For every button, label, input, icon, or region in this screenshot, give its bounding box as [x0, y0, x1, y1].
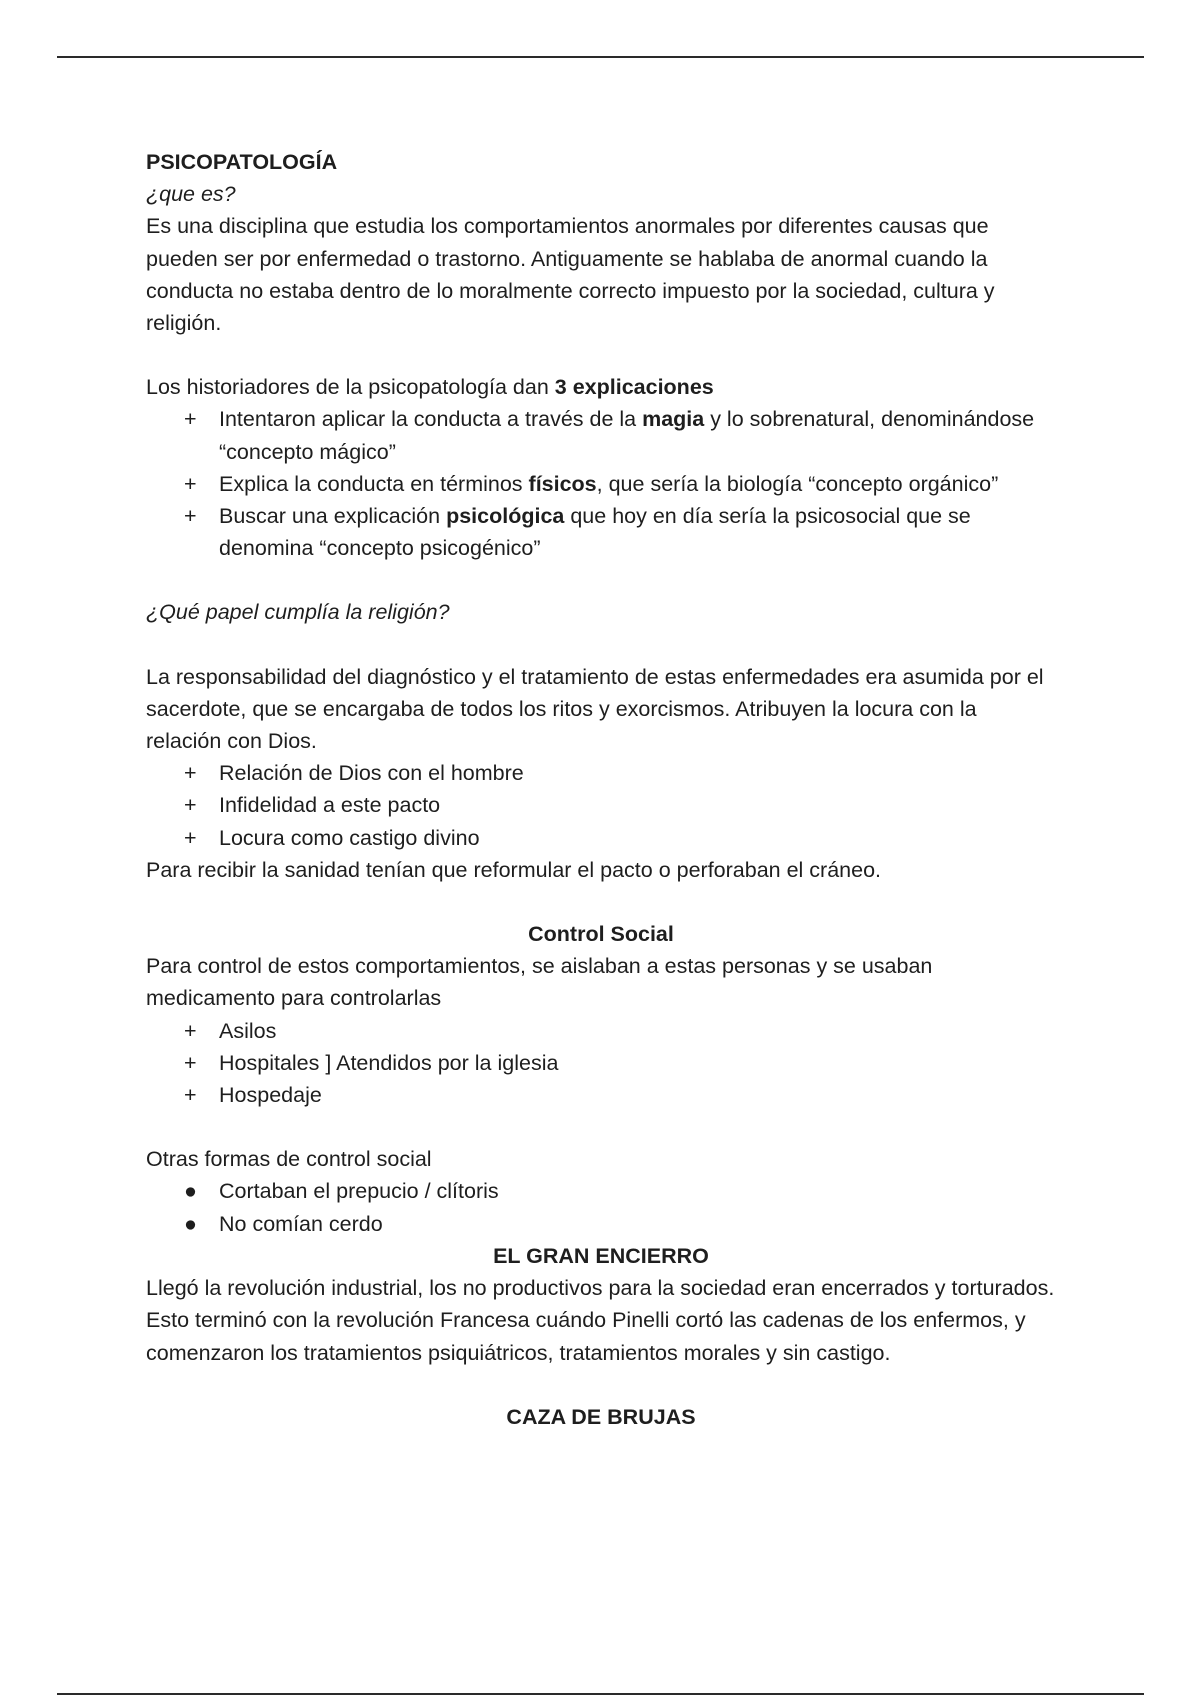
intro-paragraph: Es una disciplina que estudia los comportamientos anormales por diferentes causas que pueden ser por enfermedad o trastorno. Antiguamente se hablaba de anormal cuando la conducta no estaba dentro de lo moralmente correcto impuesto por la sociedad, cultura y religión. — [146, 214, 995, 336]
list-item: + Buscar una explicación psicológica que hoy en día sería la psicosocial que se denomina “concepto psicogénico” — [146, 500, 1056, 564]
religion-closing: Para recibir la sanidad tenían que reformular el pacto o perforaban el cráneo. — [146, 857, 882, 882]
section-heading-caza-de-brujas: CAZA DE BRUJAS — [506, 1404, 696, 1429]
control-list — [146, 1015, 1056, 1112]
list-item: + Infidelidad a este pacto — [146, 789, 1056, 821]
religion-list — [146, 757, 1056, 854]
plus-bullet-icon: + — [184, 471, 197, 496]
plus-bullet-icon: + — [184, 761, 197, 786]
plus-bullet-icon: + — [184, 407, 197, 432]
plus-bullet-icon: + — [184, 1018, 197, 1043]
top-rule — [57, 56, 1144, 58]
historians-paragraph — [146, 371, 1056, 403]
list-item: ● Cortaban el prepucio / clítoris — [146, 1175, 1056, 1207]
dot-bullet-icon: ● — [184, 1179, 197, 1204]
encierro-paragraph: Llegó la revolución industrial, los no productivos para la sociedad eran encerrados y torturados. Esto terminó con la revolución Francesa cuándo Pinelli cortó las cadenas de los enfermos, y comenzaron los tratamientos psiquiátricos, tratamientos morales y sin castigo. — [146, 1276, 1055, 1365]
document-body — [146, 146, 1056, 1433]
list-item: + Relación de Dios con el hombre — [146, 757, 1056, 789]
list-item: + Hospedaje — [146, 1079, 1056, 1111]
page-title: PSICOPATOLOGÍA — [146, 150, 338, 174]
list-item: + Explica la conducta en términos físicos, que sería la biología “concepto orgánico” — [146, 468, 1056, 500]
list-item: + Intentaron aplicar la conducta a través de la magia y lo sobrenatural, denominándose “concepto mágico” — [146, 403, 1056, 467]
explanations-list — [146, 403, 1056, 564]
list-item: + Asilos — [146, 1015, 1056, 1047]
plus-bullet-icon: + — [184, 1083, 197, 1108]
bottom-rule — [57, 1693, 1144, 1695]
question-what-is: ¿que es? — [146, 182, 236, 207]
plus-bullet-icon: + — [184, 1050, 197, 1075]
historians-text: Los historiadores de la psicopatología dan — [146, 375, 555, 400]
plus-bullet-icon: + — [184, 825, 197, 850]
other-forms-list — [146, 1175, 1056, 1239]
list-item: ● No comían cerdo — [146, 1208, 1056, 1240]
section-heading-gran-encierro: EL GRAN ENCIERRO — [493, 1243, 709, 1268]
other-forms-label: Otras formas de control social — [146, 1147, 432, 1172]
dot-bullet-icon: ● — [184, 1211, 197, 1236]
control-paragraph: Para control de estos comportamientos, se aislaban a estas personas y se usaban medicamento para controlarlas — [146, 954, 933, 1011]
historians-bold: 3 explicaciones — [554, 375, 714, 400]
plus-bullet-icon: + — [184, 793, 197, 818]
section-heading-control-social: Control Social — [528, 922, 674, 947]
question-religion: ¿Qué papel cumplía la religión? — [146, 600, 450, 625]
list-item: + Hospitales ] Atendidos por la iglesia — [146, 1047, 1056, 1079]
religion-paragraph: La responsabilidad del diagnóstico y el tratamiento de estas enfermedades era asumida por el sacerdote, que se encargaba de todos los ritos y exorcismos. Atribuyen la locura con la relación con Dios. — [146, 664, 1044, 754]
plus-bullet-icon: + — [184, 504, 197, 529]
list-item: + Locura como castigo divino — [146, 822, 1056, 854]
